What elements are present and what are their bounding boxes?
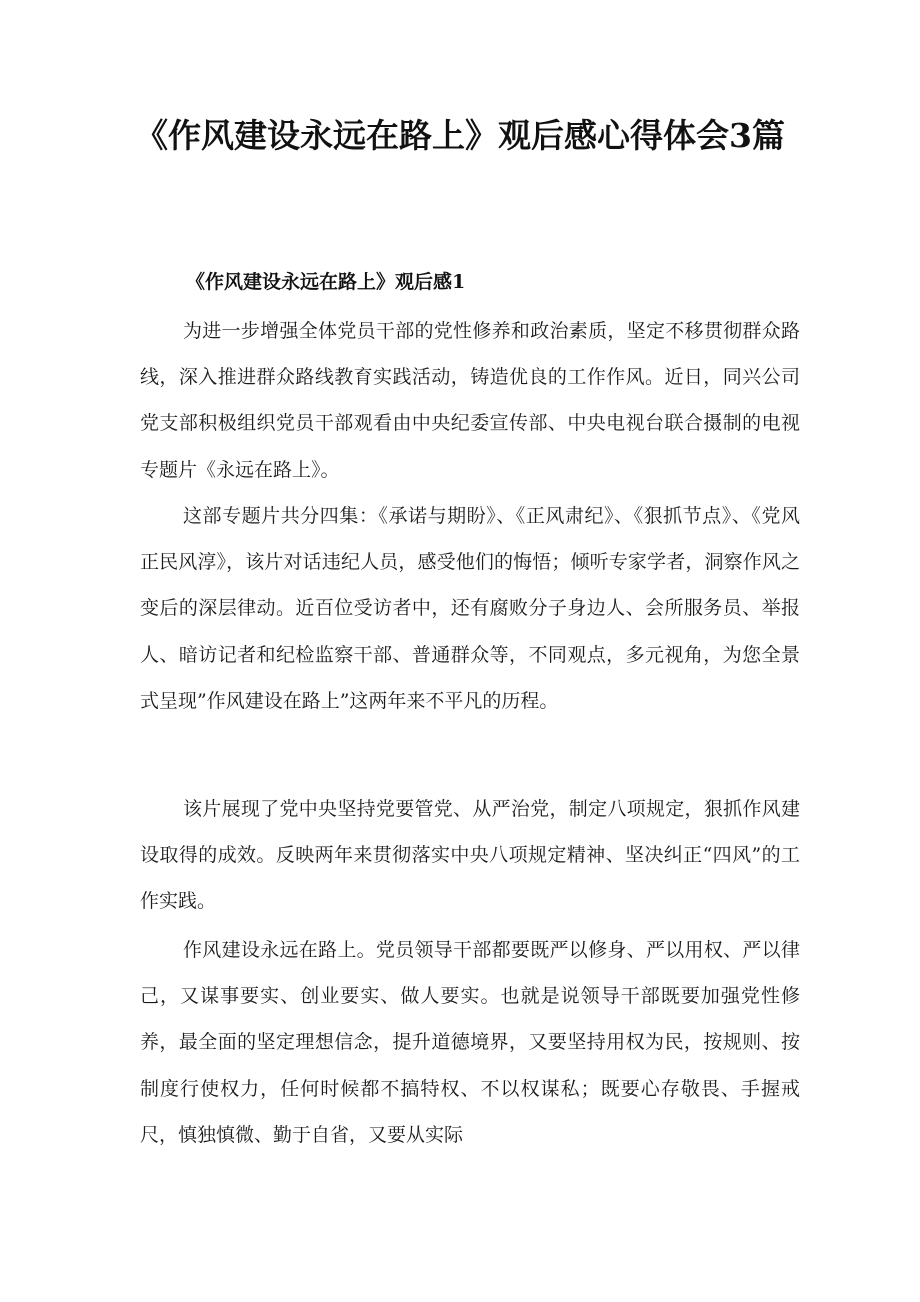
document-title: 《作风建设永远在路上》观后感心得体会3篇: [135, 116, 785, 155]
paragraph-3: 该片展现了党中央坚持党要管党、从严治党，制定八项规定，狠抓作风建设取得的成效。反映两年来贯彻落实中央八项规定精神、坚决纠正“四风”的工作实践。: [140, 798, 800, 913]
paragraph-1: 为进一步增强全体党员干部的党性修养和政治素质，坚定不移贯彻群众路线，深入推进群众路线教育实践活动，铸造优良的工作作风。近日，同兴公司党支部积极组织党员干部观看由中央纪委宣传部、中央电视台联合摄制的电视专题片《永远在路上》。: [140, 320, 800, 481]
paragraph-2: 这部专题片共分四集：《承诺与期盼》、《正风肃纪》、《狠抓节点》、《党风正民风淳》，该片对话违纪人员，感受他们的悔悟；倾听专家学者，洞察作风之变后的深层律动。近百位受访者中，还有腐败分子身边人、会所服务员、举报人、暗访记者和纪检监察干部、普通群众等，不同观点，多元视角，为您全景式呈现”作风建设在路上”这两年来不平凡的历程。: [140, 505, 800, 712]
section-heading: 《作风建设永远在路上》观后感1: [186, 271, 466, 293]
paragraph-4: 作风建设永远在路上。党员领导干部都要既严以修身、严以用权、严以律己，又谋事要实、创业要实、做人要实。也就是说领导干部既要加强党性修养，最全面的坚定理想信念，提升道德境界，又要坚持用权为民，按规则、按制度行使权力，任何时候都不搞特权、不以权谋私；既要心存敬畏、手握戒尺，慎独慎微、勤于自省，又要从实际: [140, 939, 800, 1146]
